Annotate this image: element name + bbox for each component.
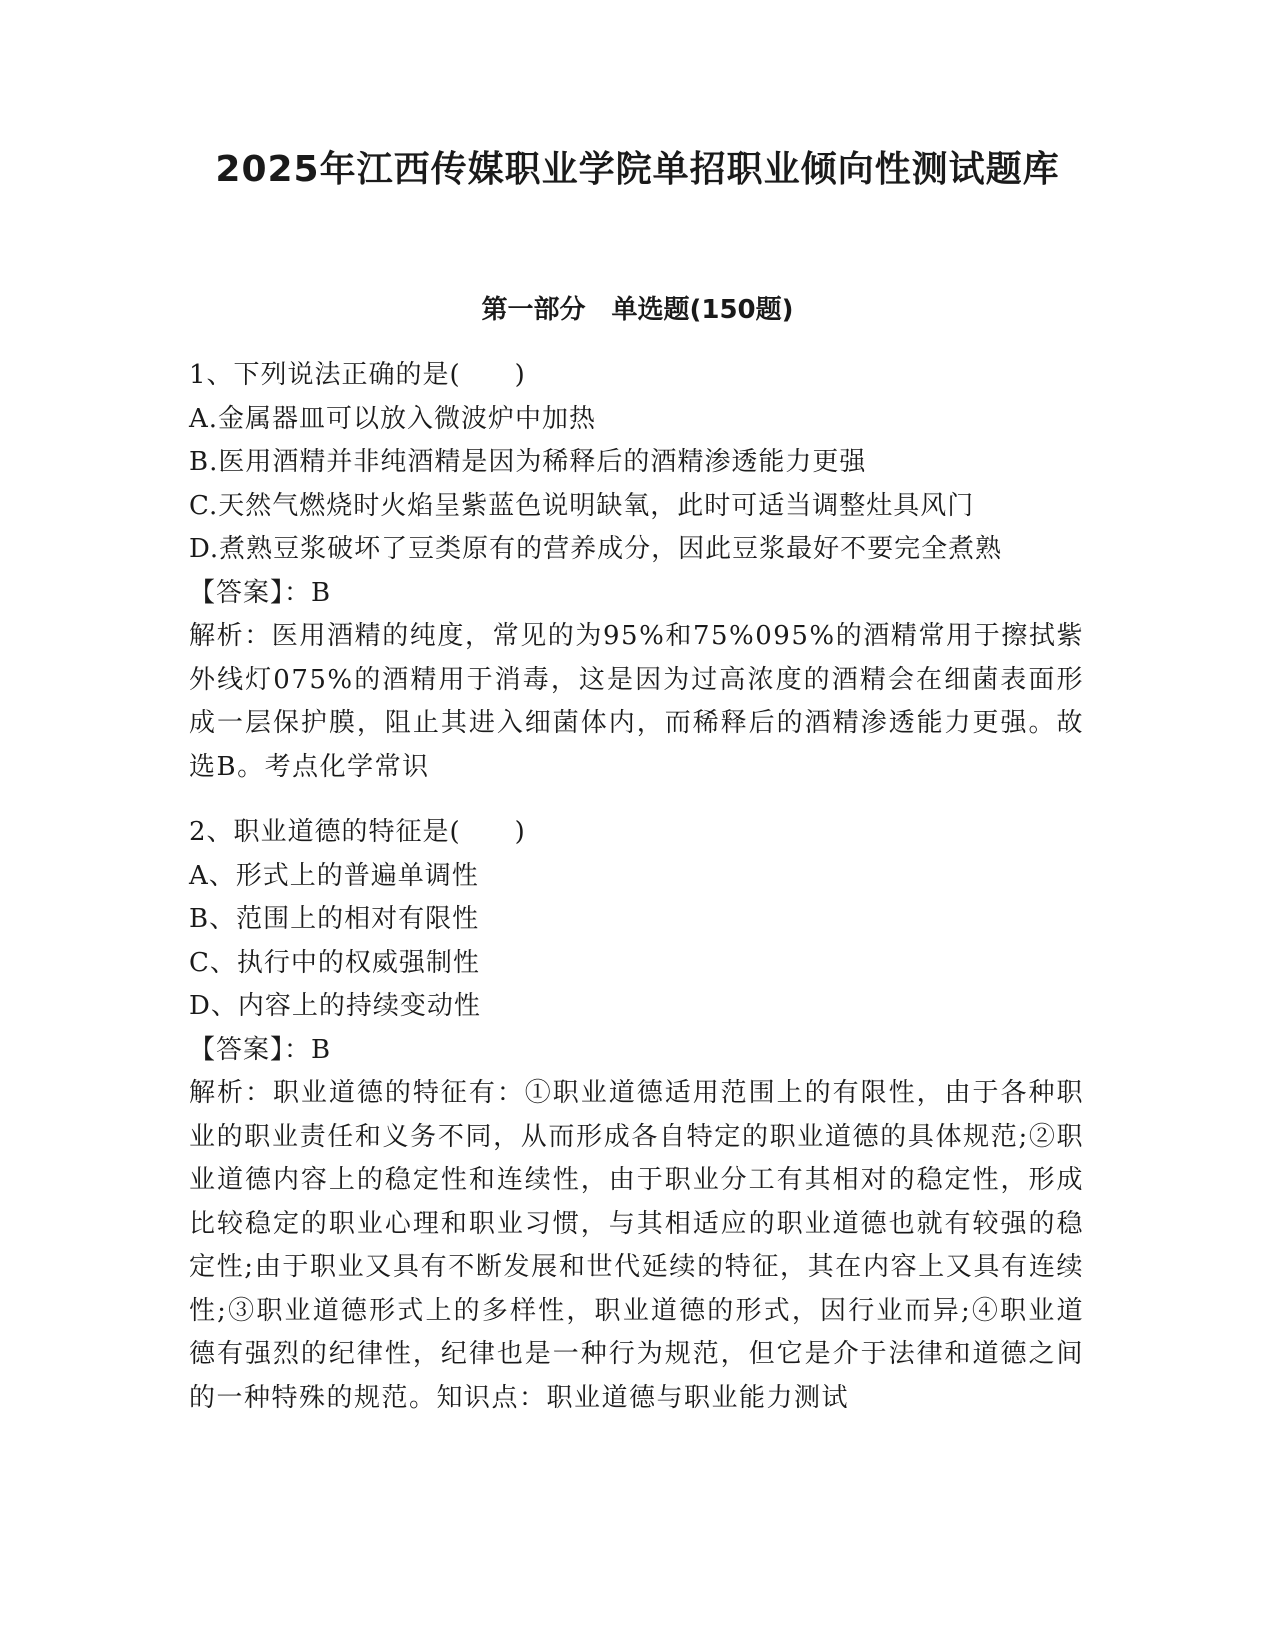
option-c: C、执行中的权威强制性 [189,947,480,978]
answer: 【答案】：B [189,577,332,608]
option-c: C.天然气燃烧时火焰呈紫蓝色说明缺氧，此时可适当调整灶具风门 [189,490,975,521]
option-a: A、形式上的普遍单调性 [189,860,479,891]
question-1 [189,354,1084,789]
section-title: 第一部分 单选题(150题) [481,295,794,325]
question-stem: 2、职业道德的特征是( ) [189,817,526,847]
option-b: B、范围上的相对有限性 [189,904,480,934]
analysis: 解析：医用酒精的纯度，常见的为95%和75%095%的酒精常用于擦拭紫外线灯075%的酒精用于消毒，这是因为过高浓度的酒精会在细菌表面形成一层保护膜，阻止其进入细菌体内，而稀释后的酒精渗透能力更强。故选B。考点化学常识 [189,621,1084,782]
question-stem: 1、下列说法正确的是( ) [189,360,526,390]
option-d: D、内容上的持续变动性 [189,991,481,1021]
answer: 【答案】：B [189,1034,332,1065]
option-a: A.金属器皿可以放入微波炉中加热 [189,403,597,434]
question-2 [189,811,1084,1420]
option-b: B.医用酒精并非纯酒精是因为稀释后的酒精渗透能力更强 [189,447,867,477]
option-d: D.煮熟豆浆破坏了豆类原有的营养成分，因此豆浆最好不要完全煮熟 [189,534,1003,564]
analysis: 解析：职业道德的特征有：①职业道德适用范围上的有限性，由于各种职业的职业责任和义务不同，从而形成各自特定的职业道德的具体规范;②职业道德内容上的稳定性和连续性，由于职业分工有其相对的稳定性，形成比较稳定的职业心理和职业习惯，与其相适应的职业道德也就有较强的稳定性;由于职业又具有不断发展和世代延续的特征，其在内容上又具有连续性;③职业道德形式上的多样性，职业道德的形式，因行业而异;④职业道德有强烈的纪律性，纪律也是一种行为规范，但它是介于法律和道德之间的一种特殊的规范。知识点：职业道德与职业能力测试 [189,1078,1084,1413]
document-title: 2025年江西传媒职业学院单招职业倾向性测试题库 [215,149,1060,190]
